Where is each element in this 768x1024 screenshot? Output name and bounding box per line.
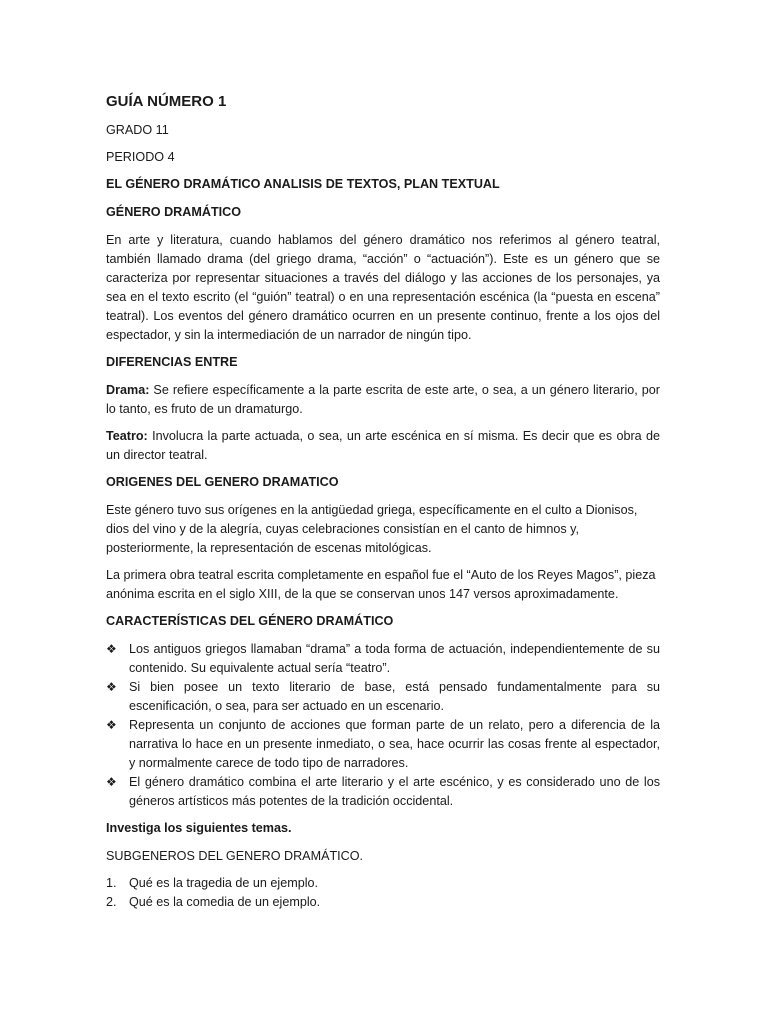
list-number: 2. bbox=[106, 895, 117, 909]
diamond-bullet-icon: ❖ bbox=[106, 775, 117, 789]
paragraph-drama bbox=[106, 381, 660, 419]
drama-text: Se refiere específicamente a la parte escrita de este arte, o sea, a un género literario, por lo tanto, es fruto de un dramaturgo. bbox=[106, 383, 660, 416]
diamond-bullet-icon: ❖ bbox=[106, 718, 117, 732]
subheading-subgeneros: SUBGENEROS DEL GENERO DRAMÁTICO. bbox=[106, 849, 364, 863]
list-number: 1. bbox=[106, 876, 117, 890]
main-heading: EL GÉNERO DRAMÁTICO ANALISIS DE TEXTOS, PLAN TEXTUAL bbox=[106, 177, 500, 191]
list-item: 2. Qué es la comedia de un ejemplo. bbox=[106, 893, 660, 912]
list-item: ❖ Si bien posee un texto literario de base, está pensado fundamentalmente para su escenificación, o sea, para ser actuado en un escenario. bbox=[106, 680, 660, 713]
section-heading-diferencias: DIFERENCIAS ENTRE bbox=[106, 355, 238, 369]
topics-list bbox=[106, 874, 660, 912]
characteristics-list bbox=[106, 640, 660, 811]
teatro-label: Teatro: bbox=[106, 429, 148, 443]
list-item: ❖ Representa un conjunto de acciones que forman parte de un relato, pero a diferencia de la narrativa lo hace en un presente inmediato, o sea, hace ocurrir las cosas frente al espectador, y normalmente carece de todo tipo de narradores. bbox=[106, 718, 660, 770]
section-heading-caracteristicas: CARACTERÍSTICAS DEL GÉNERO DRAMÁTICO bbox=[106, 614, 394, 628]
list-item: ❖ El género dramático combina el arte literario y el arte escénico, y es considerado uno de los géneros artísticos más potentes de la tradición occidental. bbox=[106, 775, 660, 808]
list-item: 1. Qué es la tragedia de un ejemplo. bbox=[106, 874, 660, 893]
drama-label: Drama: bbox=[106, 383, 150, 397]
section-heading-origenes: ORIGENES DEL GENERO DRAMATICO bbox=[106, 475, 339, 489]
diamond-bullet-icon: ❖ bbox=[106, 680, 117, 694]
paragraph-genero-dramatico: En arte y literatura, cuando hablamos del género dramático nos referimos al género teatral, también llamado drama (del griego drama, “acción” o “actuación”). Este es un género que se caracteriza por representar situaciones a través del diálogo y las acciones de los personajes, ya sea en el texto escrito (el “guión” teatral) o en una representación escénica (la “puesta en escena” teatral). Los eventos del género dramático ocurren en un presente continuo, frente a los ojos del espectador, y sin la intermediación de un narrador de ningún tipo. bbox=[106, 233, 660, 342]
document-title: GUÍA NÚMERO 1 bbox=[106, 93, 227, 110]
section-heading-investiga: Investiga los siguientes temas. bbox=[106, 821, 292, 835]
teatro-text: Involucra la parte actuada, o sea, un arte escénica en sí misma. Es decir que es obra de un director teatral. bbox=[106, 429, 660, 462]
paragraph-teatro bbox=[106, 427, 660, 465]
list-item: ❖ Los antiguos griegos llamaban “drama” a toda forma de actuación, independientemente de su contenido. Su equivalente actual sería “teatro”. bbox=[106, 642, 660, 675]
grade-line: GRADO 11 bbox=[106, 123, 169, 137]
section-heading-genero-dramatico: GÉNERO DRAMÁTICO bbox=[106, 205, 242, 219]
paragraph-origenes-2: La primera obra teatral escrita completamente en español fue el “Auto de los Reyes Magos”, pieza anónima escrita en el siglo XIII, de la que se conservan unos 147 versos aproximadamente. bbox=[106, 568, 656, 601]
document-page bbox=[106, 92, 660, 912]
paragraph-origenes-1: Este género tuvo sus orígenes en la antigüedad griega, específicamente en el culto a Dionisos, dios del vino y de la alegría, cuyas celebraciones consistían en el canto de himnos y, posteriormente, la representación de escenas mitológicas. bbox=[106, 503, 638, 555]
period-line: PERIODO 4 bbox=[106, 150, 175, 164]
diamond-bullet-icon: ❖ bbox=[106, 642, 117, 656]
